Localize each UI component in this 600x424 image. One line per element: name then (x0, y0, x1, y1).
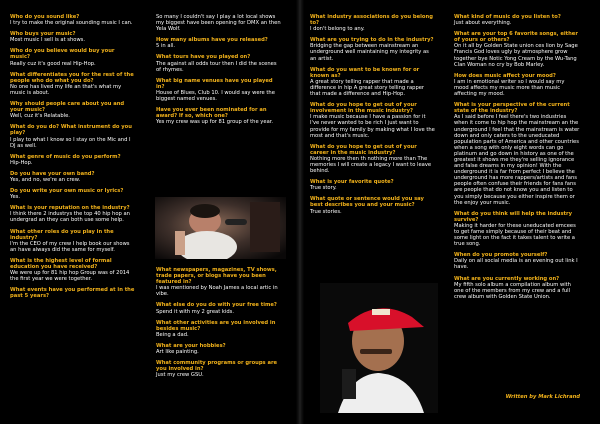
answer: I was mentioned by Noah James a local artic in vibe. (156, 285, 278, 298)
answer: Spend it with my 2 great kids. (156, 308, 234, 315)
question: What big name venues have you played in? (156, 77, 273, 90)
qa-item (10, 171, 136, 183)
question: How does music affect your mood? (454, 72, 556, 79)
answer: I'm the CEO of my crew I help book our shows an have always did the same for myself. (10, 240, 130, 253)
qa-item (454, 102, 580, 206)
answer: I am in emotional writer so I would say my mood affects my music more than music affecting my mood. (454, 78, 565, 98)
answer: True story. (310, 185, 337, 192)
qa-item (454, 276, 580, 300)
answer: Well, cuz it's Relatable. (10, 113, 70, 120)
performer-photo-cap (320, 283, 438, 413)
question: What is your favorite quote? (310, 179, 394, 186)
qa-item (10, 72, 136, 96)
question: What differentiates you for the rest of the people who do what you do? (10, 71, 134, 84)
qa-item (10, 229, 136, 253)
answer: Yes, and no, we're an crew. (10, 176, 81, 183)
qa-item (10, 188, 136, 200)
answer: So many I couldn't say I play a lot local shows my biggest have been opening for DMX an then Yela Wolf. (156, 14, 281, 33)
answer: Hip-Hop. (10, 159, 33, 166)
qa-item (454, 211, 580, 248)
question: What are your hobbies? (156, 342, 226, 349)
question: Do you write your own music or lyrics? (10, 188, 124, 195)
qa-item (156, 54, 282, 72)
answer: Nothing more then th nothing more than The memories I will create a legacy I want to leave behind. (310, 155, 432, 175)
question: Who buys your music? (10, 31, 76, 38)
question: When do you promote yourself? (454, 252, 548, 259)
question: What kind of music do you listen to? (454, 14, 561, 20)
question: What other roles do you play in the industry? (10, 228, 114, 241)
answer: 5 in all. (156, 43, 176, 50)
qa-item (156, 37, 282, 49)
answer: I make music because I have a passion for it I've never wanted to be rich I just want to provide for my family by making what I love the most and that's music. (310, 114, 435, 139)
qa-item (10, 101, 136, 119)
question: What do you hope to get out of your involvement in the music industry? (310, 102, 417, 115)
left-page (0, 0, 296, 424)
answer: Just my crew GSU. (156, 372, 204, 379)
qa-item (156, 14, 282, 32)
qa-item (454, 31, 580, 68)
answer: Yes my crew was up for 81 group of the year. (156, 119, 274, 126)
performer-photo-mic (155, 197, 286, 259)
question: What is your reputation on the industry? (10, 205, 130, 212)
qa-item (310, 37, 436, 61)
question: What do you do? What instrument do you play? (10, 124, 132, 137)
answer: I try to make the original sounding music I can. (10, 20, 133, 27)
question: What do you think will help the industry survive? (454, 210, 572, 223)
question: What is the highest level of formal education you have received? (10, 257, 112, 270)
answer: True stories. (310, 208, 342, 215)
answer: Most music I sell is at shows. (10, 37, 86, 44)
question: What do you hope to get out of your career in the music industry? (310, 143, 417, 156)
question: What are you currently working on? (454, 275, 560, 282)
qa-item (156, 360, 282, 378)
question: What other activities are you involved in besides music? (156, 319, 276, 332)
answer: Making it harder for these uneducated emcees to get fame simply because of their beat and some light on the fact it takes talent to write a true song. (454, 222, 576, 248)
question: Do you have your own band? (10, 170, 95, 177)
column-3-top (310, 14, 436, 220)
right-page (304, 0, 600, 424)
qa-item (156, 78, 282, 102)
qa-item (310, 67, 436, 97)
qa-item (156, 107, 282, 125)
qa-item (10, 48, 136, 66)
answer: House of Blues, Club 10. I would say were the biggest named venues. (156, 89, 275, 103)
question: What are you trying to do in the industry? (310, 37, 434, 44)
qa-item (310, 144, 436, 174)
answer: I don't belong to any. (310, 26, 365, 33)
answer: Art like painting. (156, 349, 199, 356)
column-2-bottom (156, 267, 282, 383)
question: How many albums have you released? (156, 37, 268, 44)
answer: Being a dad. (156, 331, 189, 338)
question: What tours have you played on? (156, 54, 251, 61)
answer: Bridging the gap between mainstream an underground well maintaining my integrity as an artist. (310, 43, 429, 62)
column-1 (10, 14, 136, 304)
question: What industry associations do you belong to? (310, 14, 433, 27)
qa-item (454, 73, 580, 97)
question: Who do you sound like? (10, 14, 80, 20)
question: Have you ever been nominated for an award? If so, which one? (156, 107, 267, 120)
question: What do you want to be known for or known as? (310, 66, 420, 79)
qa-item (10, 258, 136, 282)
qa-item (10, 287, 136, 299)
question: What is your perspective of the current state of the industry? (454, 102, 570, 115)
question: What are your top 6 favorite songs, either of yours or others? (454, 31, 578, 44)
qa-item (310, 102, 436, 139)
article-byline: Written by Mark Lichrand (505, 394, 580, 400)
qa-item (454, 14, 580, 26)
answer: A great story telling rapper that made a difference in hip A great story telling rapper that made a difference and Hip-Hop. (310, 78, 425, 98)
answer: My fifth solo album a compilation album with one of the members from my crew and a full crew album with Golden State Union. (454, 281, 571, 300)
page-gutter (296, 0, 304, 424)
question: What genre of music do you perform? (10, 153, 121, 160)
qa-item (156, 320, 282, 338)
qa-item (310, 14, 436, 32)
qa-item (156, 267, 282, 297)
answer: No one has lived my life an that's what my music is about. (10, 83, 122, 96)
question: Why should people care about you and your music? (10, 101, 125, 114)
answer: The against all odds tour then I did the scenes of rhymes. (156, 60, 277, 73)
answer: As I said before I feel there's two industries when it come to hip hop the mainstream an the underground I feel that the mainstream is water down and only caters to the uneducated population parts of America and other countries when a song with only eight words can go platinum and go down in history as one of the greatest it shows me they're selling ignorance and false dreams in my opinion! With the underground it is far from perfect I believe the underground has more rappers/artists and fans people often confuse their friends for fans fans are people that do not know you and listen to you simply because you either inspire them or the enjoy your music. (454, 114, 580, 206)
answer: Yes. (10, 194, 21, 201)
qa-item (10, 205, 136, 223)
answer: On it all by Golden State union ces lion by Sage Francis God loves ugly by atmosphere grow together bye Notic Yong Cream by the Wu-Tang Clan Woman no cry by Bob Marley. (454, 43, 578, 68)
question: What community programs or groups are you involved in? (156, 360, 278, 373)
qa-item (10, 154, 136, 166)
question: What else do you do with your free time? (156, 302, 277, 309)
answer: I think there 2 industrys the top 40 hip hop an undergrad an they can both use some help. (10, 211, 130, 224)
qa-item (310, 196, 436, 214)
column-4 (454, 14, 580, 305)
question: What newspapers, magazines, TV shows, trade papers, or blogs have you been featured in? (156, 267, 277, 286)
qa-item (454, 252, 580, 270)
answer: Daily on all social media is an evening out link I have. (454, 258, 578, 271)
question: What quote or sentence would you say best describes you and your music? (310, 196, 424, 209)
column-2-top (156, 14, 282, 130)
qa-item (156, 302, 282, 314)
qa-item (10, 124, 136, 148)
question: What events have you performed at in the past 5 years? (10, 287, 135, 300)
qa-item (10, 14, 136, 26)
answer: I play to what I know so I stay on the Mic and I DJ as well. (10, 136, 131, 149)
question: Who do you believe would buy your music? (10, 48, 115, 61)
answer: Just about everything. (454, 20, 512, 27)
qa-item (310, 179, 436, 191)
answer: Really cuz it's good real Hip-Hop. (10, 60, 96, 67)
qa-item (156, 343, 282, 355)
qa-item (10, 31, 136, 43)
answer: We were up for 81 hip hop Group was of 2014 the first year we were together. (10, 270, 130, 283)
